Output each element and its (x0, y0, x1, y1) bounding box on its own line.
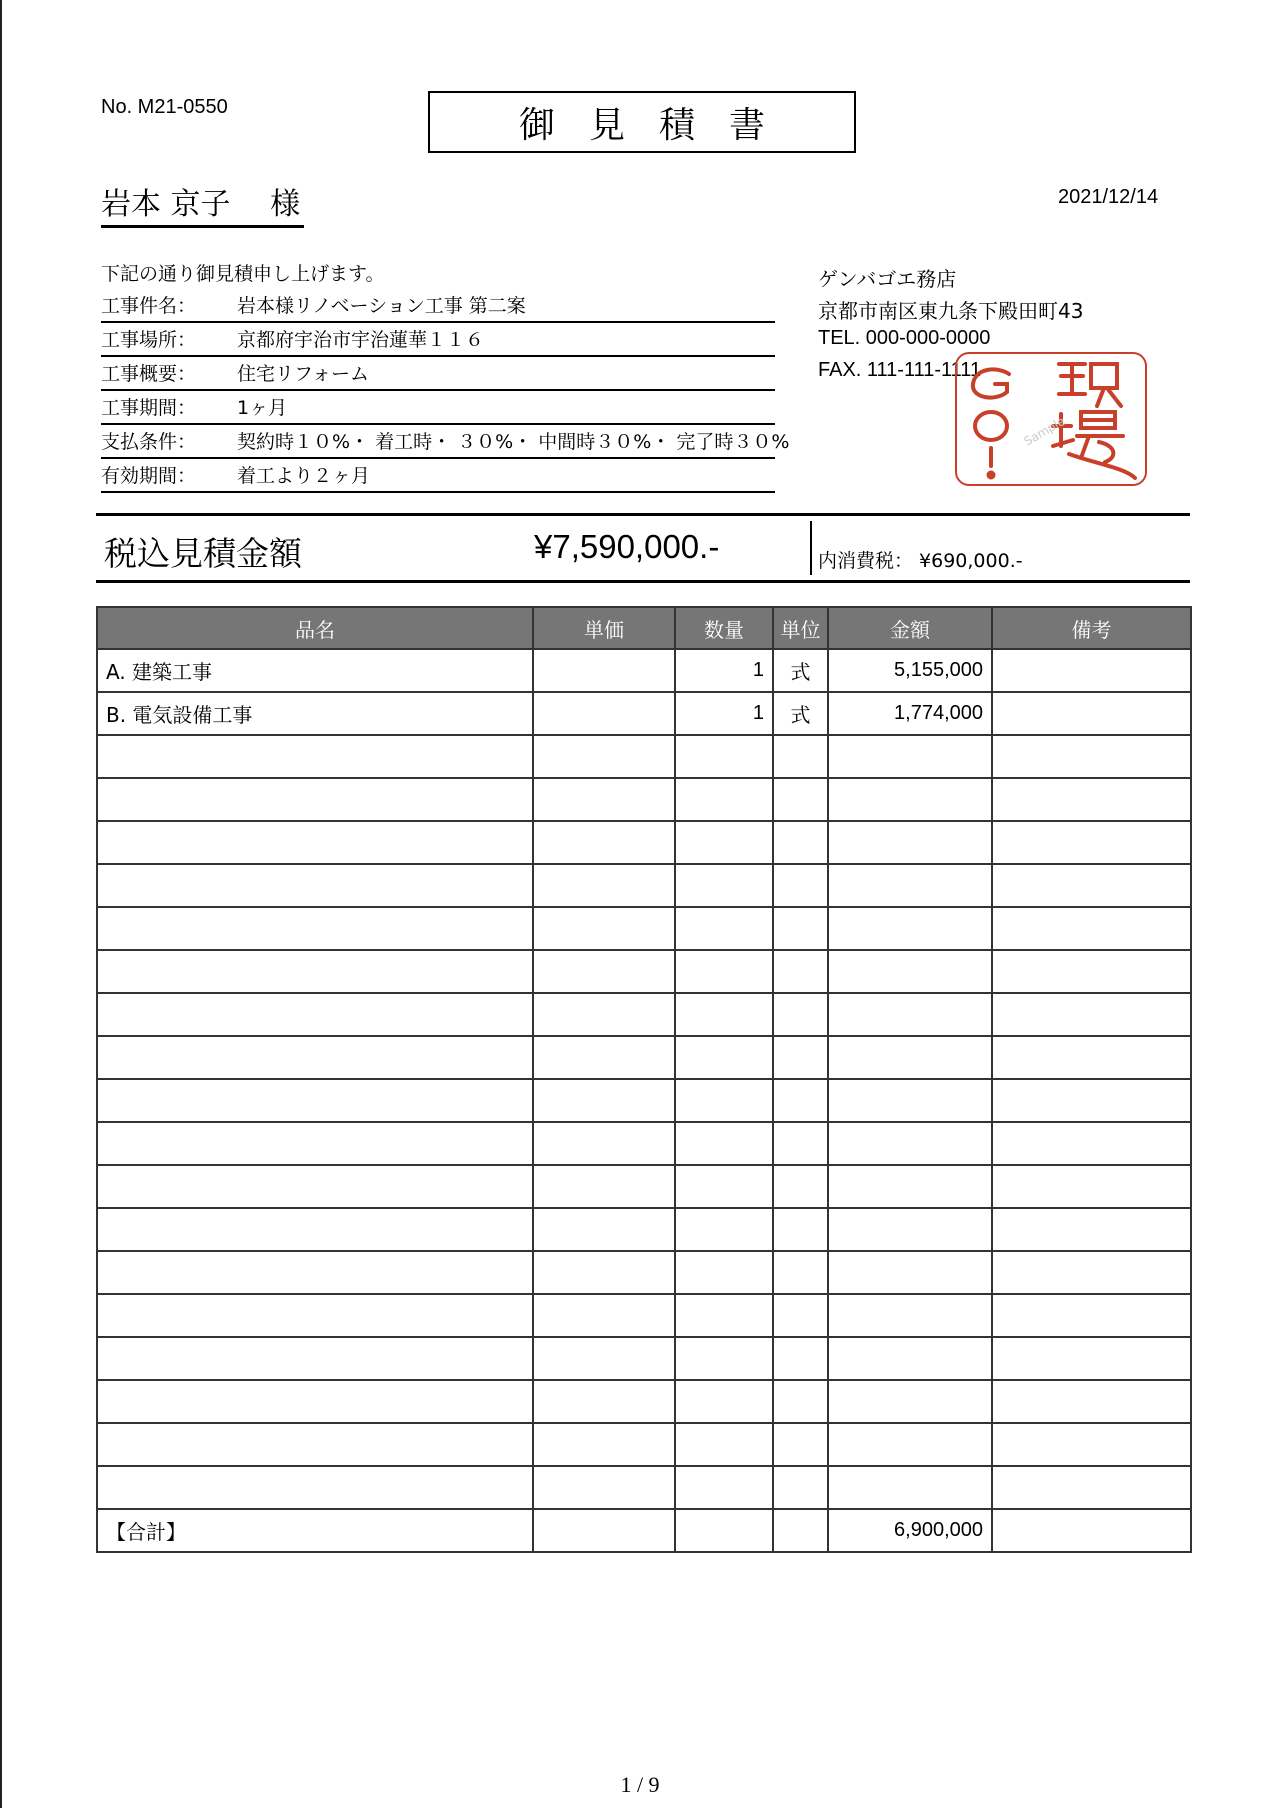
company-address: 京都市南区東九条下殿田町43 (818, 299, 1084, 323)
seal-graphic (957, 354, 1145, 484)
info-value: 京都府宇治市宇治蓮華１１６ (237, 329, 485, 351)
table-row-empty (97, 1165, 1191, 1208)
table-row-empty (97, 1036, 1191, 1079)
table-row-total (97, 1509, 1191, 1552)
table-row-empty (97, 778, 1191, 821)
info-row-project-name (101, 289, 775, 323)
column-header: 数量 (675, 607, 773, 649)
cell-note (992, 649, 1191, 692)
cell-amount: 5,155,000 (828, 649, 992, 692)
table-row-empty (97, 1423, 1191, 1466)
svg-text:Sample: Sample (1021, 413, 1068, 449)
cell-unit: 式 (773, 649, 828, 692)
table-row-empty (97, 1079, 1191, 1122)
table-row-empty (97, 1122, 1191, 1165)
total-value: ¥7,590,000.- (534, 528, 720, 565)
info-value: 岩本様リノベーション工事 第二案 (237, 295, 526, 317)
table-row-empty (97, 993, 1191, 1036)
column-header: 単価 (533, 607, 675, 649)
table-row (97, 649, 1191, 692)
total-row-amount: 6,900,000 (828, 1509, 992, 1552)
total-row-label: 【合計】 (97, 1509, 533, 1552)
info-row-period (101, 391, 775, 425)
intro-text: 下記の通り御見積申し上げます。 (101, 263, 385, 285)
info-row-payment (101, 425, 790, 459)
table-row-empty (97, 1380, 1191, 1423)
info-value: 1ヶ月 (237, 397, 288, 419)
info-label: 工事期間： (101, 397, 197, 419)
column-header: 単位 (773, 607, 828, 649)
info-value: 住宅リフォーム (237, 363, 370, 385)
info-row-validity (101, 459, 775, 493)
column-header: 品名 (97, 607, 533, 649)
info-label: 有効期間： (101, 465, 197, 487)
column-header: 金額 (828, 607, 992, 649)
info-row-location (101, 323, 775, 357)
table-row-empty (97, 1251, 1191, 1294)
total-label: 税込見積金額 (104, 534, 302, 573)
info-value: 着工より２ヶ月 (237, 465, 371, 487)
cell-name: B. 電気設備工事 (97, 692, 533, 735)
document-number: No. M21-0550 (101, 96, 228, 118)
table-row-empty (97, 1337, 1191, 1380)
table-row-empty (97, 1208, 1191, 1251)
company-name: ゲンバゴエ務店 (818, 267, 957, 291)
info-value: 契約時１０%・ 着工時・ ３０%・ 中間時３０%・ 完了時３０% (237, 431, 790, 453)
cell-price (533, 692, 675, 735)
table-row-empty (97, 907, 1191, 950)
company-tel: TEL. 000-000-0000 (818, 327, 991, 349)
cell-name: A. 建築工事 (97, 649, 533, 692)
info-label: 支払条件： (101, 431, 197, 453)
customer-name: 岩本 京子 様 (101, 185, 304, 228)
page-number: 1 / 9 (620, 1772, 660, 1797)
estimate-table (96, 606, 1192, 1553)
cell-note (992, 692, 1191, 735)
tax-amount: 内消費税： ¥690,000.- (818, 550, 1023, 572)
table-row-empty (97, 1466, 1191, 1509)
total-amount-bar (96, 513, 1190, 583)
table-row-empty (97, 864, 1191, 907)
cell-unit: 式 (773, 692, 828, 735)
table-row-empty (97, 1294, 1191, 1337)
page-left-border (0, 0, 2, 1808)
table-row-empty (97, 950, 1191, 993)
table-row-empty (97, 735, 1191, 778)
column-header: 備考 (992, 607, 1191, 649)
info-row-summary (101, 357, 775, 391)
info-label: 工事場所： (101, 329, 197, 351)
issue-date: 2021/12/14 (1058, 186, 1159, 208)
table-row-empty (97, 821, 1191, 864)
cell-amount: 1,774,000 (828, 692, 992, 735)
info-label: 工事概要： (101, 363, 197, 385)
cell-qty: 1 (675, 692, 773, 735)
company-fax: FAX. 111-111-1111 (818, 359, 982, 381)
table-row (97, 692, 1191, 735)
table-header-row (97, 607, 1191, 649)
info-label: 工事件名： (101, 295, 197, 317)
document-title: 御見積書 (428, 91, 856, 153)
total-divider (810, 521, 812, 575)
company-seal (955, 352, 1147, 486)
cell-qty: 1 (675, 649, 773, 692)
cell-price (533, 649, 675, 692)
